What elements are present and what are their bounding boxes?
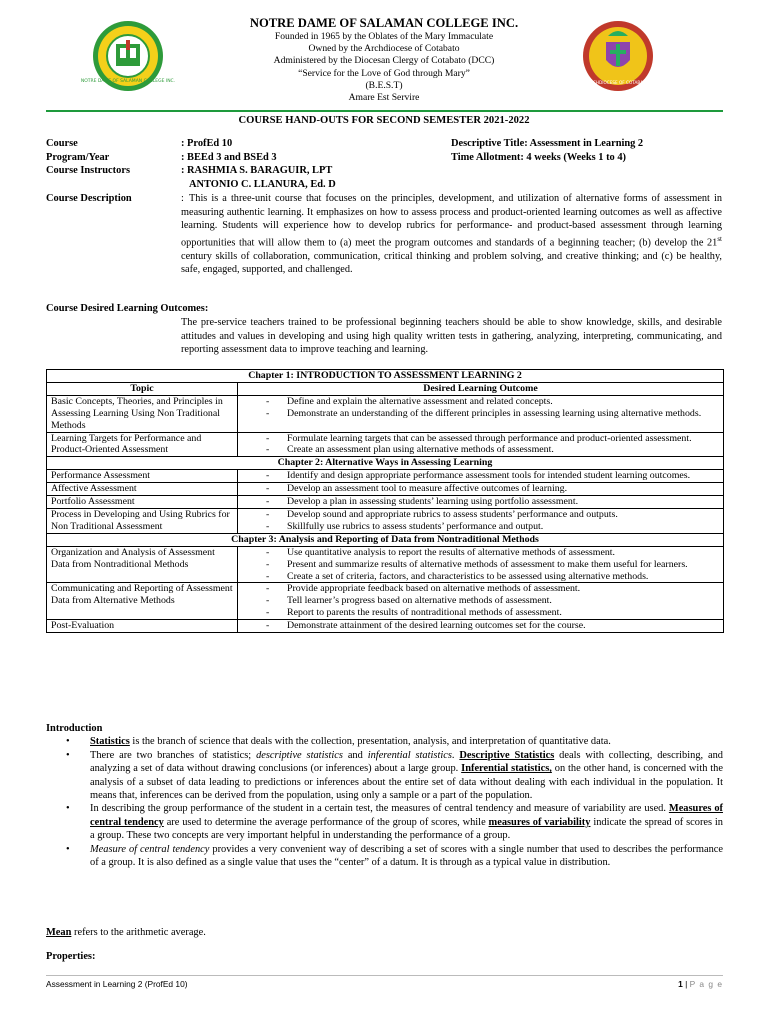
list-item: • In describing the group performance of the student in a certain test, the measures of central tendency and measure of variability are used. Measures of central tendency are used to determine the average performance of the group of scores, while measures of variability indicate the spread of scores in a group. These two concepts are very important helpful in understanding the performance of a group. <box>66 803 723 842</box>
table-row: Process in Developing and Using Rubrics for Non Traditional Assessment - Develop sound and appropriate rubrics to assess students’ performance and outputs. - Skillfully use rubrics to assess students’ performance and output. <box>47 508 724 533</box>
letterhead <box>0 16 768 104</box>
outcomes-label: Course Desired Learning Outcomes: <box>46 303 209 314</box>
description-colon: : <box>181 193 184 204</box>
letterhead-line: Administered by the Diocesan Clergy of Cotabato (DCC) <box>273 55 495 67</box>
course-label: Course <box>46 138 78 149</box>
table-row: Organization and Analysis of Assessment Data from Nontraditional Methods - Use quantitative analysis to report the results of alternative methods of assessment. - Present and summarize results of alternative methods of assessment to make them useful for learners. - Create a set of criteria, factors, and characteristics to be assessed using alternative methods. <box>47 546 724 583</box>
topic-column-header: Topic <box>47 382 238 395</box>
instructors-label: Course Instructors <box>46 165 130 176</box>
introduction-section <box>46 722 723 869</box>
course-outline-table <box>46 369 724 633</box>
table-row: Affective Assessment - Develop an assessment tool to measure affective outcomes of learning. <box>47 483 724 496</box>
mean-definition: Mean refers to the arithmetic average. <box>46 927 206 938</box>
table-row: Basic Concepts, Theories, and Principles in Assessing Learning Using Non Traditional Methods - Define and explain the alternative assessment and related concepts. - Demonstrate an understanding of the different principles in assessing learning using alternative methods. <box>47 395 724 432</box>
descriptive-title: Descriptive Title: Assessment in Learning 2 <box>451 138 644 149</box>
course-value: : ProfEd 10 <box>181 138 233 149</box>
instructor-2: ANTONIO C. LLANURA, Ed. D <box>189 179 336 190</box>
description-label: Course Description <box>46 193 132 204</box>
properties-heading: Properties: <box>46 951 96 962</box>
letterhead-line: Founded in 1965 by the Oblates of the Mary Immaculate <box>274 31 494 42</box>
svg-text:NOTRE DAME OF SALAMAN COLLEGE: NOTRE DAME OF SALAMAN COLLEGE INC. <box>80 79 176 84</box>
course-description: This is a three-unit course that focuses on the principles, development, and utilization of alternative forms of assessment in measuring authentic learning. It emphasizes on how to assess process and product-oriented learning outcomes as well as affective learning. Students will experience how to develop rubrics for performance- and product-based assessment through learning opportunities that will allow them to (a) meet the program outcomes and standards of a beginning teacher; (b) develop the 21st century skills of collaboration, communication, critical thinking and problem solving, and creative thinking; and (c) be healthy, safe, engaged, supported, and challenged. <box>181 193 722 276</box>
table-row: Learning Targets for Performance and Product-Oriented Assessment - Formulate learning targets that can be assessed through performance and product-oriented assessment. - Create an assessment plan using alternative methods of assessment. <box>47 432 724 457</box>
letterhead-line: “Service for the Love of God through Mary” <box>298 67 470 79</box>
header-divider <box>46 110 723 112</box>
table-row: Portfolio Assessment - Develop a plan in assessing students’ learning using portfolio assessment. <box>47 496 724 509</box>
chapter-3-heading: Chapter 3: Analysis and Reporting of Data from Nontraditional Methods <box>47 533 724 546</box>
letterhead-line: (B.E.S.T) <box>365 79 403 91</box>
table-row: Performance Assessment - Identify and design appropriate performance assessment tools for intended student learning outcomes. <box>47 470 724 483</box>
chapter-1-heading: Chapter 1: INTRODUCTION TO ASSESSMENT LEARNING 2 <box>47 370 724 383</box>
document-title: COURSE HAND-OUTS FOR SECOND SEMESTER 2021-2022 <box>238 115 530 126</box>
page-footer <box>46 975 723 989</box>
table-row: Post-Evaluation - Demonstrate attainment of the desired learning outcomes set for the course. <box>47 620 724 633</box>
college-name: NOTRE DAME OF SALAMAN COLLEGE INC. <box>249 16 519 30</box>
list-item: • There are two branches of statistics; descriptive statistics and inferential statistics. Descriptive Statistics deals with collecting, describing, and analyzing a set of data without drawing conclusions (or inferences) about a large group. Inferential statistics, on the other hand, is concerned with the analysis of a subset of data leading to predictions or inferences about the entire set of data without dealing with each individual in the population. It means that, inferences can be derived from the population, using only a sample or a part of the population. <box>66 749 723 802</box>
footer-course: Assessment in Learning 2 (ProfEd 10) <box>46 979 188 989</box>
instructor-1: : RASHMIA S. BARAGUIR, LPT <box>181 165 333 176</box>
letterhead-line: Amare Est Servire <box>348 92 420 104</box>
svg-text:ARCHDIOCESE OF COTABATO: ARCHDIOCESE OF COTABATO <box>587 80 649 85</box>
introduction-heading: Introduction <box>46 723 103 734</box>
time-allotment: Time Allotment: 4 weeks (Weeks 1 to 4) <box>451 152 626 163</box>
letterhead-line: Owned by the Archdiocese of Cotabato <box>308 43 460 55</box>
page-number: 1 | P a g e <box>678 979 723 989</box>
program-label: Program/Year <box>46 152 110 163</box>
outcomes-text: The pre-service teachers trained to be professional beginning teachers should be able to show knowledge, skills, and desirable attitudes and values in developing and using high quality written tests in gathering, analyzing, interpreting, communicating, and reporting assessment data to improve teaching and learning. <box>181 317 722 356</box>
outcome-column-header: Desired Learning Outcome <box>238 382 724 395</box>
list-item: • Statistics is the branch of science that deals with the collection, presentation, analysis, and interpretation of quantitative data. <box>66 736 611 748</box>
table-row: Communicating and Reporting of Assessment Data from Alternative Methods - Provide appropriate feedback based on alternative methods of assessment. - Tell learner’s progress based on alternative methods of assessment. - Report to parents the results of nontraditional methods of assessment. <box>47 583 724 620</box>
program-value: : BEEd 3 and BSEd 3 <box>181 152 277 163</box>
chapter-2-heading: Chapter 2: Alternative Ways in Assessing Learning <box>47 457 724 470</box>
list-item: • Measure of central tendency provides a very convenient way of describing a set of scores with a single number that used to describes the performance of a group. It is also defined as a single value that uses the “center” of a datum. It is through as a typical value in distribution. <box>66 843 723 869</box>
